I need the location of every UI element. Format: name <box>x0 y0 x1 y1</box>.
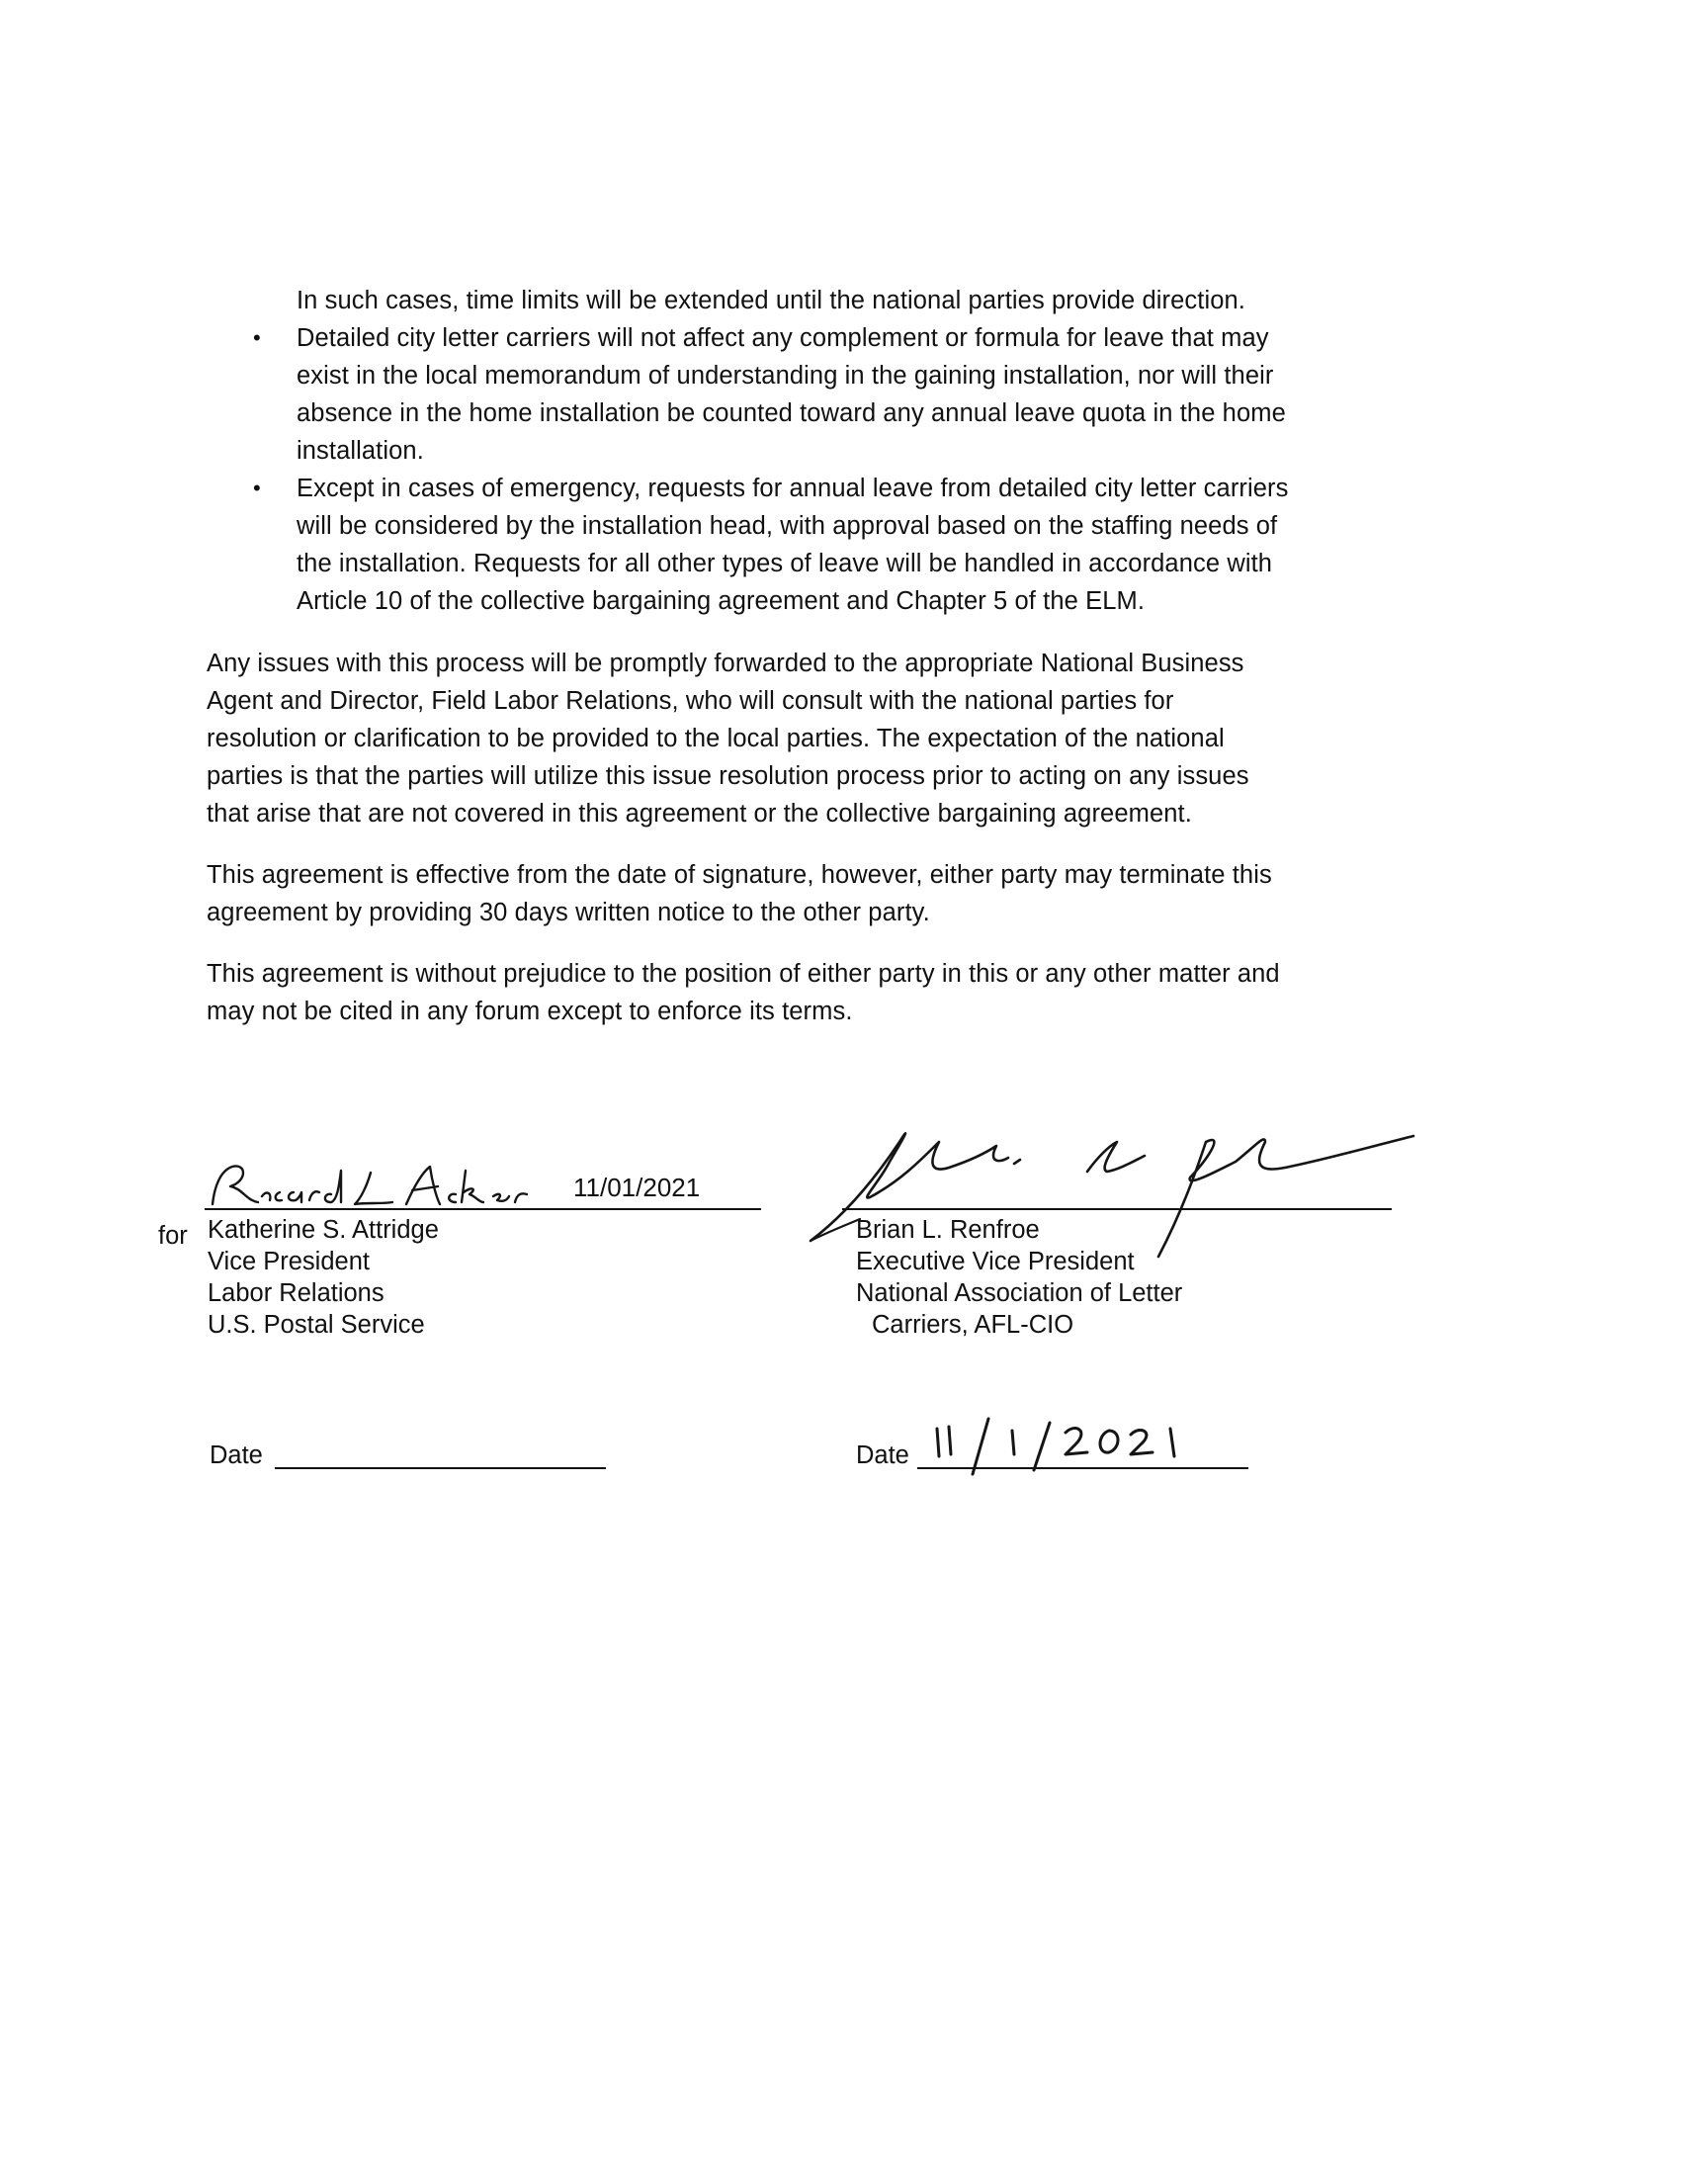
right-signatory-title: Executive Vice President <box>856 1248 1135 1275</box>
left-typed-date: 11/01/2021 <box>573 1173 701 1202</box>
continuation-text: In such cases, time limits will be extended until the national parties provide direction. <box>297 287 1245 314</box>
left-signatory-title: Vice President <box>208 1248 370 1275</box>
bullet-line: the installation. Requests for all other types of leave will be handled in accordance with <box>297 550 1273 577</box>
paragraph-effective-date <box>207 856 1452 931</box>
left-date-line <box>275 1467 606 1469</box>
right-signature-line <box>842 1208 1392 1210</box>
paragraph-line: This agreement is without prejudice to the position of either party in this or any other matter and <box>207 960 1280 988</box>
right-signatory-title: National Association of Letter <box>856 1279 1183 1307</box>
paragraph-line: that arise that are not covered in this agreement or the collective bargaining agreement. <box>207 800 1192 828</box>
paragraph-line: resolution or clarification to be provided to the local parties. The expectation of the national <box>207 725 1225 752</box>
paragraph-without-prejudice <box>207 955 1452 1030</box>
paragraph-line: may not be cited in any forum except to enforce its terms. <box>207 998 853 1025</box>
left-signatory-title: U.S. Postal Service <box>208 1311 425 1339</box>
for-label: for <box>158 1222 188 1250</box>
left-date-label: Date <box>210 1441 263 1469</box>
left-handwritten-signature <box>203 1157 558 1216</box>
bullet-line: Except in cases of emergency, requests for annual leave from detailed city letter carriers <box>297 475 1289 502</box>
bullet-item-leave-complement <box>247 319 1433 470</box>
left-signatory-title: Labor Relations <box>208 1279 384 1307</box>
bullet-line: installation. <box>297 437 424 465</box>
bullet-dot: • <box>253 476 261 500</box>
bullet-item-annual-leave <box>247 470 1433 620</box>
bullet-line: exist in the local memorandum of understanding in the gaining installation, nor will their <box>297 362 1274 390</box>
paragraph-issue-resolution <box>207 645 1452 832</box>
paragraph-line: Agent and Director, Field Labor Relations, who will consult with the national parties for <box>207 687 1174 715</box>
left-signatory-name: Katherine S. Attridge <box>208 1216 439 1244</box>
bullet-list <box>247 319 1433 620</box>
right-signatory-title: Carriers, AFL-CIO <box>872 1311 1074 1339</box>
bullet-line: Detailed city letter carriers will not affect any complement or formula for leave that may <box>297 324 1269 352</box>
bullet-line: absence in the home installation be counted toward any annual leave quota in the home <box>297 399 1286 427</box>
bullet-dot: • <box>253 325 261 350</box>
bullet-line: Article 10 of the collective bargaining agreement and Chapter 5 of the ELM. <box>297 587 1146 615</box>
right-signatory-block <box>856 1214 1182 1341</box>
left-signatory-block <box>208 1214 439 1341</box>
paragraph-line: parties is that the parties will utilize this issue resolution process prior to acting on any issues <box>207 762 1249 790</box>
bullet-line: will be considered by the installation head, with approval based on the staffing needs of <box>297 512 1278 540</box>
left-signature-line <box>205 1208 761 1210</box>
right-signatory-name: Brian L. Renfroe <box>856 1216 1040 1244</box>
paragraph-line: Any issues with this process will be promptly forwarded to the appropriate National Business <box>207 650 1244 677</box>
right-date-label: Date <box>856 1441 909 1469</box>
paragraph-line: agreement by providing 30 days written notice to the other party. <box>207 899 930 926</box>
right-handwritten-date <box>927 1409 1243 1478</box>
paragraph-line: This agreement is effective from the date of signature, however, either party may terminate this <box>207 861 1272 889</box>
